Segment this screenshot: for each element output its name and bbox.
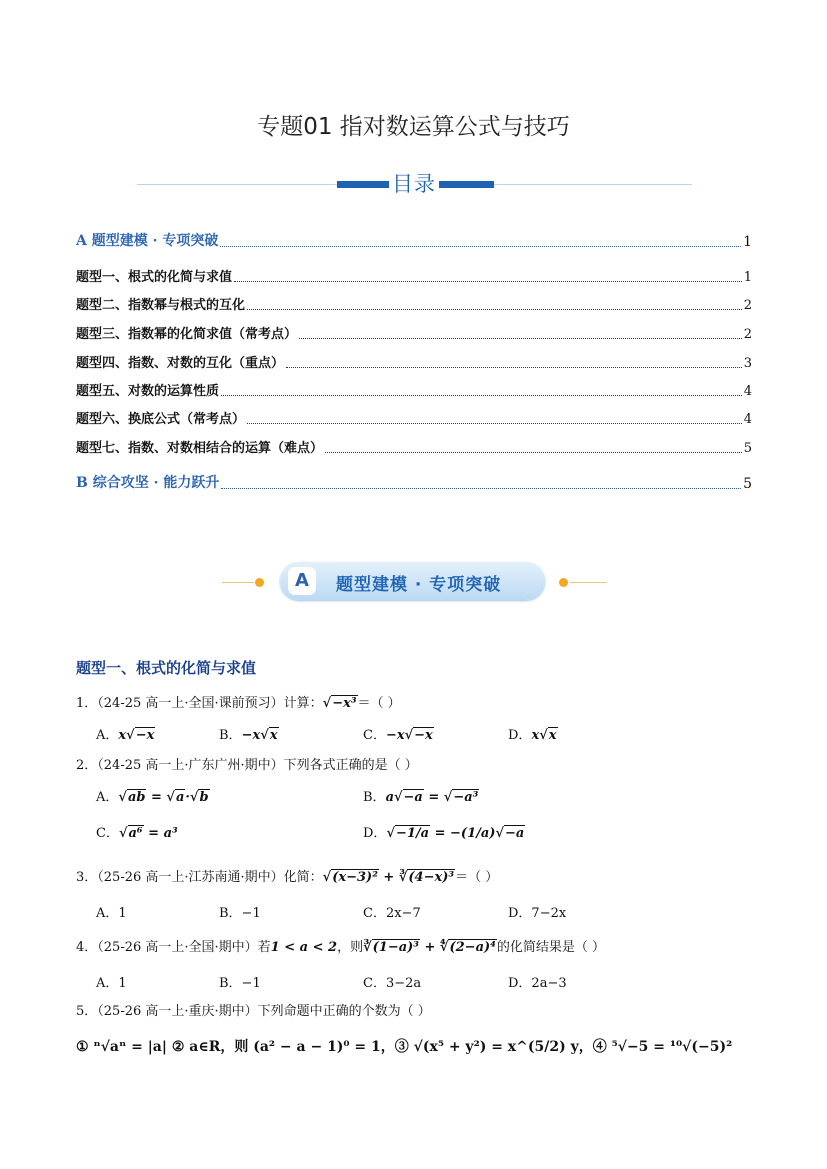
toc-page: 4 (743, 384, 752, 399)
toc-entry[interactable] (76, 323, 752, 342)
toc-entry[interactable] (76, 380, 752, 399)
toc-page: 3 (743, 356, 752, 371)
option-d[interactable]: D．√−1/a = −(1/a)√−a (363, 826, 525, 841)
option-c[interactable]: C．2x−7 (363, 906, 421, 921)
section-banner (222, 560, 607, 604)
toc-label: 题型六、换底公式（常考点） (76, 412, 246, 427)
toc-label: A 题型建模 · 专项突破 (76, 233, 219, 249)
toc-page: 5 (743, 441, 752, 456)
option-a[interactable]: A．1 (96, 976, 127, 991)
toc-label: 题型七、指数、对数相结合的运算（难点） (76, 441, 324, 456)
option-b[interactable]: B．−1 (219, 976, 261, 991)
orange-dot-icon (255, 578, 264, 587)
toc-entry[interactable] (76, 266, 752, 285)
toc-title: 目录 (392, 172, 436, 196)
toc-entry[interactable] (76, 230, 752, 250)
toc-page: 1 (743, 234, 752, 250)
toc-page: 2 (743, 298, 752, 313)
toc-page: 4 (743, 412, 752, 427)
question-5-statements: ① ⁿ√aⁿ = |a| ② a∈R，则 (a² − a − 1)⁰ = 1，③ √(x⁵ + y²) = x^(5/2) y，④ ⁵√−5 = ¹⁰√(−5)² (76, 1039, 733, 1055)
divider (137, 184, 337, 185)
toc-page: 1 (743, 270, 752, 285)
section-badge: A (288, 567, 316, 595)
toc-entry[interactable] (76, 294, 752, 313)
question-1: 1．（24-25 高一上·全国·课前预习）计算：√−x³＝（ ） (76, 696, 401, 711)
option-c[interactable]: C．−x√−x (363, 728, 433, 743)
toc-label: 题型二、指数幂与根式的互化 (76, 298, 246, 313)
divider-bar (439, 181, 494, 188)
toc-entry[interactable] (76, 437, 752, 456)
option-d[interactable]: D．x√x (508, 728, 557, 743)
option-a[interactable]: A．x√−x (96, 728, 155, 743)
toc-entry[interactable] (76, 472, 752, 492)
question-4: 4．（25-26 高一上·全国·期中）若1 < a < 2，则∛(1−a)³ + ∜(2−a)⁴的化简结果是（ ） (76, 940, 605, 955)
option-b[interactable]: B．−1 (219, 906, 261, 921)
toc-heading (137, 168, 692, 198)
banner-title: 题型建模 · 专项突破 (336, 575, 502, 595)
option-c[interactable]: C．√a⁶ = a³ (96, 826, 178, 841)
toc-label: 题型五、对数的运算性质 (76, 384, 220, 399)
section-heading: 题型一、根式的化简与求值 (76, 659, 257, 677)
option-d[interactable]: D．7−2x (508, 906, 567, 921)
option-b[interactable]: B．a√−a = √−a³ (363, 790, 479, 805)
option-c[interactable]: C．3−2a (363, 976, 422, 991)
toc-page: 2 (743, 327, 752, 342)
option-b[interactable]: B．−x√x (219, 728, 278, 743)
orange-dot-icon (559, 578, 568, 587)
question-3: 3．（25-26 高一上·江苏南通·期中）化简：√(x−3)² + ∛(4−x)³＝（ ） (76, 870, 499, 885)
toc-label: 题型一、根式的化简与求值 (76, 270, 233, 285)
toc-label: B 综合攻坚 · 能力跃升 (76, 475, 220, 491)
toc-label: 题型三、指数幂的化简求值（常考点） (76, 327, 298, 342)
option-a[interactable]: A．1 (96, 906, 127, 921)
toc-entry[interactable] (76, 408, 752, 427)
option-d[interactable]: D．2a−3 (508, 976, 567, 991)
option-a[interactable]: A．√ab = √a·√b (96, 790, 209, 805)
divider-bar (337, 181, 389, 188)
question-5: 5．（25-26 高一上·重庆·期中）下列命题中正确的个数为（ ） (76, 1004, 431, 1019)
toc-label: 题型四、指数、对数的互化（重点） (76, 356, 285, 371)
page-title: 专题01 指对数运算公式与技巧 (257, 114, 570, 140)
question-2: 2．（24-25 高一上·广东广州·期中）下列各式正确的是（ ） (76, 758, 418, 773)
toc-entry[interactable] (76, 352, 752, 371)
divider (494, 184, 692, 185)
toc-page: 5 (743, 476, 752, 492)
